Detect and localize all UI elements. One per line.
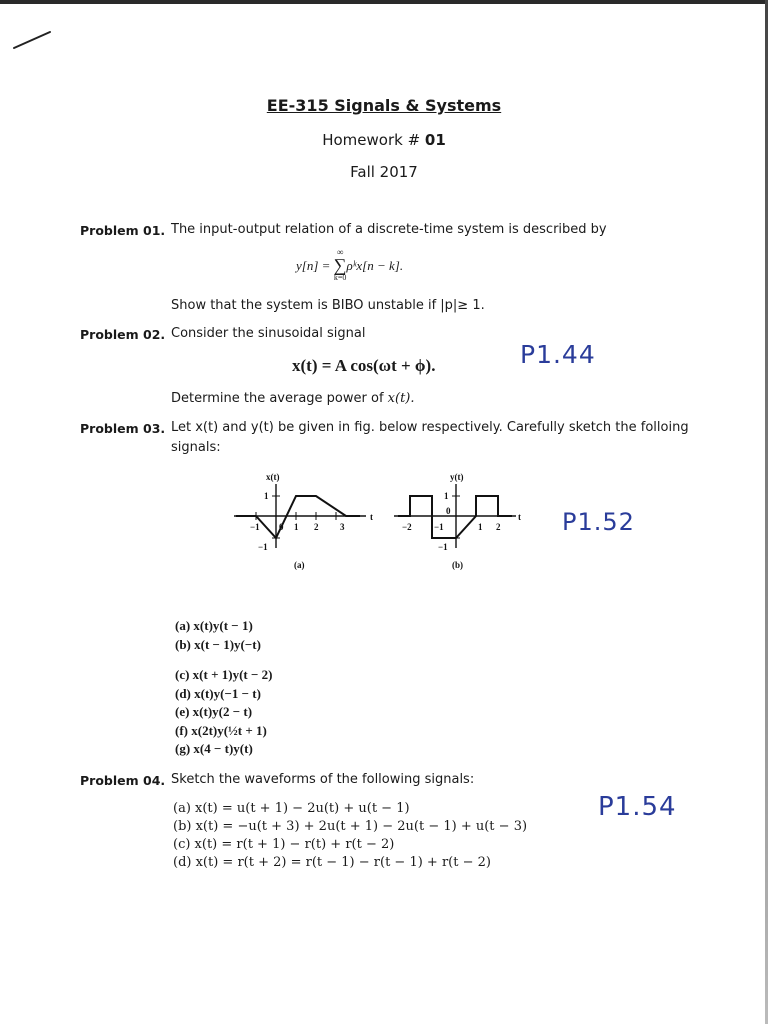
figure-a-xlabel: t bbox=[370, 512, 373, 522]
problem-03-items-group2 bbox=[175, 666, 272, 759]
list-item: (c) x(t) = r(t + 1) − r(t) + r(t − 2) bbox=[173, 837, 395, 852]
figure-b-caption: (b) bbox=[452, 560, 463, 570]
figure-b-tick-x-minus-one: −1 bbox=[434, 522, 444, 532]
list-item: (d) x(t)y(−1 − t) bbox=[175, 685, 261, 701]
equation-lhs: y[n] = bbox=[296, 257, 334, 273]
figure-b-tick-x-minus-two: −2 bbox=[402, 522, 412, 532]
sum-lower-limit: k=0 bbox=[333, 273, 347, 282]
figure-a-ylabel: x(t) bbox=[266, 472, 280, 482]
followup-variable: x(t). bbox=[387, 391, 415, 406]
problem-02-equation: x(t) = A cos(ωt + ϕ). bbox=[292, 356, 436, 375]
handwritten-note-p1-44: P1.44 bbox=[520, 340, 596, 369]
figure-a-tick-x-three: 3 bbox=[340, 522, 345, 532]
problem-01-followup: Show that the system is BIBO unstable if |p|≥ 1. bbox=[171, 298, 485, 313]
scan-edge-top bbox=[0, 0, 768, 4]
figure-a-plot bbox=[228, 468, 378, 580]
problem-04-label: Problem 04. bbox=[80, 773, 166, 788]
figure-b-tick-y-zero: 0 bbox=[446, 506, 451, 516]
list-item: (g) x(4 − t)y(t) bbox=[175, 741, 253, 756]
list-item: (b) x(t − 1)y(−t) bbox=[175, 636, 261, 652]
list-item: (e) x(t)y(2 − t) bbox=[175, 704, 253, 719]
homework-number: 01 bbox=[424, 131, 446, 149]
figure-a-tick-x-minus-one: −1 bbox=[250, 522, 260, 532]
problem-03-text-line1: Let x(t) and y(t) be given in fig. below respectively. Carefully sketch the folloing bbox=[171, 420, 689, 435]
list-item: (c) x(t + 1)y(t − 2) bbox=[175, 667, 273, 682]
handwritten-note-p1-54: P1.54 bbox=[598, 792, 677, 822]
list-item: (d) x(t) = r(t + 2) = r(t − 1) − r(t − 1) + r(t − 2) bbox=[173, 855, 491, 870]
summation-symbol: ∞ ∑ k=0 bbox=[333, 247, 347, 282]
problem-01-equation bbox=[296, 247, 404, 284]
figure-a-tick-x-zero: 0 bbox=[279, 522, 284, 532]
pen-stroke-mark bbox=[10, 28, 56, 52]
problem-02-followup bbox=[171, 389, 415, 409]
problem-02-text: Consider the sinusoidal signal bbox=[171, 326, 366, 341]
problem-01-text: The input-output relation of a discrete-time system is described by bbox=[171, 222, 607, 237]
figure-b-plot bbox=[392, 468, 528, 580]
figure-b-waveform bbox=[398, 496, 512, 538]
problem-04-text: Sketch the waveforms of the following signals: bbox=[171, 772, 475, 787]
figure-b-tick-x-two: 2 bbox=[496, 522, 501, 532]
figure-b-tick-x-one: 1 bbox=[478, 522, 483, 532]
figure-a-tick-y-one: 1 bbox=[264, 491, 269, 501]
figure-a-caption: (a) bbox=[294, 560, 305, 570]
problem-03-items-group1 bbox=[175, 617, 261, 654]
followup-prefix: Determine the average power of bbox=[171, 391, 388, 406]
figure-a-tick-y-minus-one: −1 bbox=[258, 542, 268, 552]
list-item: (a) x(t)y(t − 1) bbox=[175, 618, 253, 633]
figure-b-ylabel: y(t) bbox=[450, 472, 464, 482]
figure-b-tick-y-minus-one: −1 bbox=[438, 542, 448, 552]
equation-rhs: ρᵏx[n − k]. bbox=[346, 257, 404, 273]
figure-a-tick-x-one: 1 bbox=[294, 522, 299, 532]
homework-prefix: Homework # bbox=[322, 131, 421, 149]
problem-02-label: Problem 02. bbox=[80, 327, 166, 342]
list-item: (b) x(t) = −u(t + 3) + 2u(t + 1) − 2u(t − 1) + u(t − 3) bbox=[173, 819, 528, 834]
list-item: (f) x(2t)y(½t + 1) bbox=[175, 722, 267, 738]
course-title: EE-315 Signals & Systems bbox=[266, 96, 502, 115]
figure-a-tick-x-two: 2 bbox=[314, 522, 319, 532]
problem-03-label: Problem 03. bbox=[80, 421, 166, 436]
list-item: (a) x(t) = u(t + 1) − 2u(t) + u(t − 1) bbox=[173, 801, 410, 816]
problem-01-label: Problem 01. bbox=[80, 223, 166, 238]
problem-03-text-line2: signals: bbox=[171, 440, 221, 455]
handwritten-note-p1-52: P1.52 bbox=[562, 508, 635, 536]
sum-upper-limit: ∞ bbox=[336, 247, 344, 257]
problem-04-items bbox=[173, 800, 527, 872]
homework-title bbox=[0, 131, 768, 149]
figure-b-tick-y-one: 1 bbox=[444, 491, 449, 501]
term: Fall 2017 bbox=[350, 163, 418, 181]
figure-b-xlabel: t bbox=[518, 512, 521, 522]
